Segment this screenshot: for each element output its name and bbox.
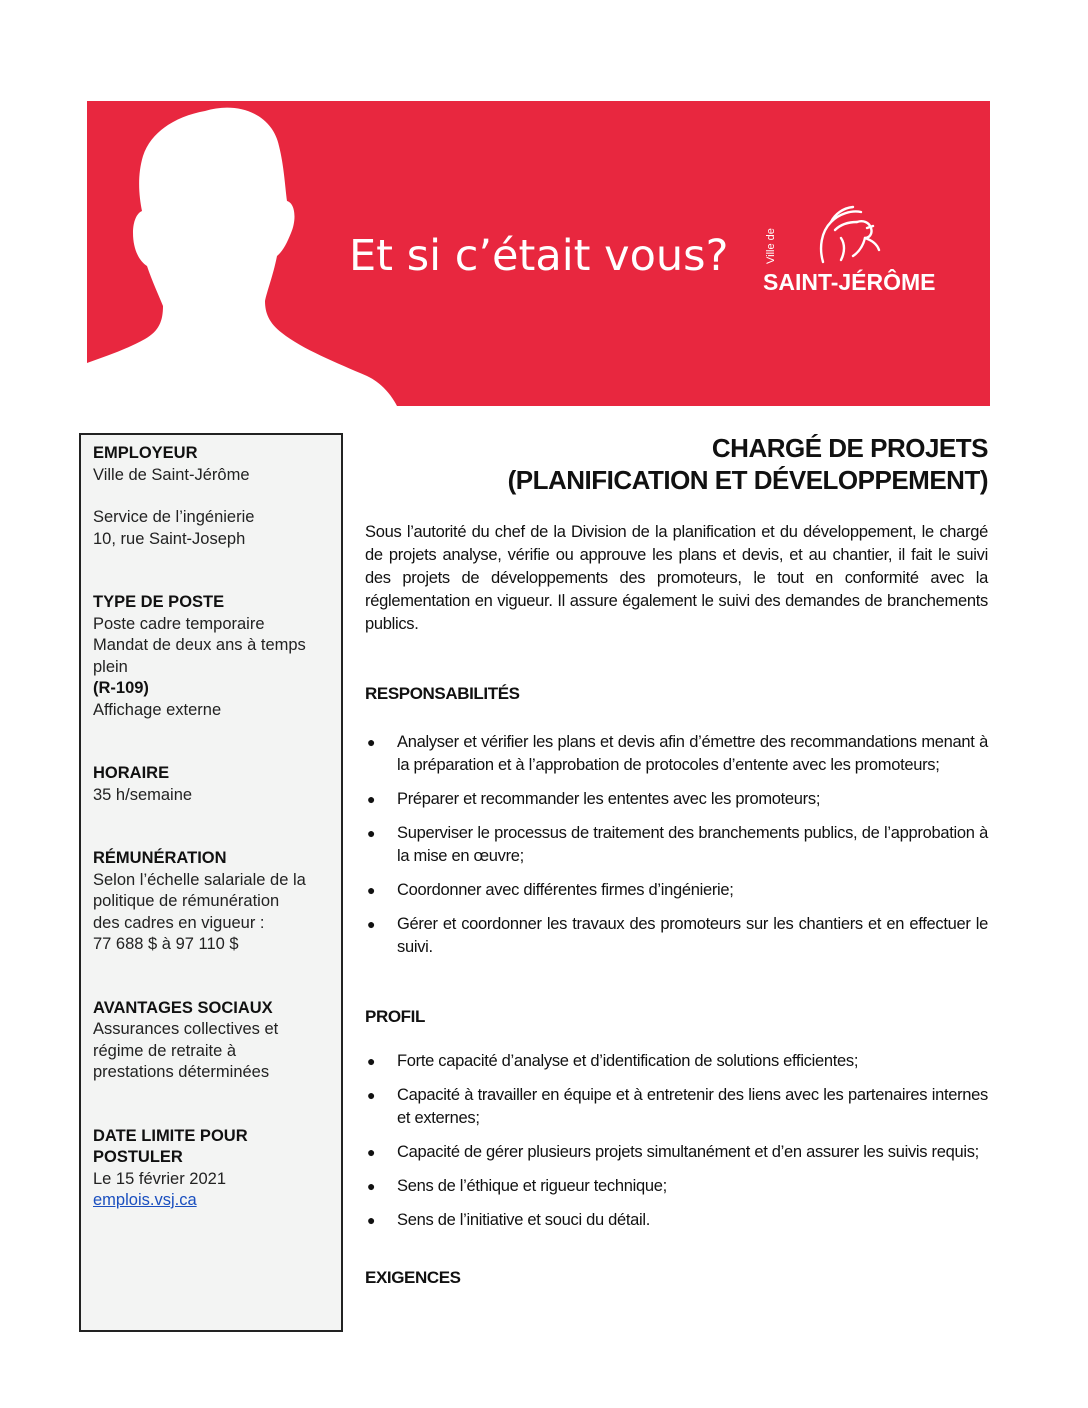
tagline: Et si c’était vous? [349, 231, 729, 281]
employer-address: 10, rue Saint-Joseph [93, 529, 246, 548]
pay-line2: politique de rémunération [93, 892, 280, 910]
benefits-heading: AVANTAGES SOCIAUX [93, 998, 273, 1017]
bullet-icon: ● [367, 882, 376, 898]
pay-range: 77 688 $ à 97 110 $ [93, 935, 239, 953]
posting-code: (R-109) [93, 679, 149, 697]
job-title-line1: CHARGÉ DE PROJETS [711, 433, 988, 463]
list-item: ● Préparer et recommander les ententes avec les promoteurs; [365, 788, 988, 811]
benefits-line3: prestations déterminées [93, 1063, 270, 1081]
deadline-date: Le 15 février 2021 [93, 1169, 227, 1188]
employer-block [93, 443, 341, 550]
schedule-block [93, 763, 341, 806]
bullet-icon: ● [367, 825, 376, 841]
list-item: ● Forte capacité d’analyse et d’identification de solutions efficientes; [365, 1050, 988, 1073]
bullet-icon: ● [367, 1178, 376, 1194]
employer-service: Service de l’ingénierie [93, 508, 255, 526]
list-item: ● Analyser et vérifier les plans et devis afin d’émettre des recommandations menant à la préparation et à l’approbation de protocoles d’entente avec les promoteurs; [367, 733, 988, 774]
pay-line1: Selon l’échelle salariale de la [93, 870, 306, 889]
pay-line3: des cadres en vigueur : [93, 913, 265, 932]
type-line3: plein [93, 657, 128, 676]
header-banner [87, 101, 990, 406]
deadline-heading1: DATE LIMITE POUR [93, 1126, 248, 1145]
bullet-icon: ● [367, 1087, 376, 1103]
employer-name: Ville de Saint-Jérôme [93, 465, 250, 484]
schedule-heading: HORAIRE [93, 764, 170, 782]
list-item: ● Superviser le processus de traitement des branchements publics, de l’approbation à la mise en œuvre; [367, 824, 988, 865]
deadline-block [93, 1126, 341, 1212]
deadline-heading2: POSTULER [93, 1148, 183, 1166]
type-block [93, 592, 341, 721]
schedule-value: 35 h/semaine [93, 785, 193, 804]
logo-small-text: Ville de [765, 228, 777, 264]
profile-heading: PROFIL [365, 1007, 425, 1026]
type-line2: Mandat de deux ans à temps [93, 636, 306, 654]
intro-paragraph: Sous l’autorité du chef de la Division de la planification et du développement, le chargé de projets analyse, vérifie ou approuve les plans et devis, et au chantier, il fait le suivi des projets de développements des promoteurs, le tout en conformité avec la réglementation en vigueur. Il assure également le suivi des demandes de branchements publics. [365, 523, 988, 633]
employer-heading: EMPLOYEUR [93, 444, 198, 462]
benefits-block [93, 998, 341, 1084]
jobs-site-link[interactable]: emplois.vsj.ca [93, 1191, 197, 1209]
responsibilities-list [365, 731, 988, 959]
bullet-icon: ● [367, 916, 376, 932]
requirements-heading: EXIGENCES [365, 1268, 461, 1287]
type-heading: TYPE DE POSTE [93, 593, 225, 611]
benefits-line2: régime de retraite à [93, 1041, 237, 1060]
bullet-icon: ● [367, 734, 376, 750]
list-item: ● Coordonner avec différentes firmes d’ingénierie; [365, 879, 988, 902]
list-item: ● Capacité de gérer plusieurs projets simultanément et d’en assurer les suivis requis; [365, 1141, 988, 1164]
bullet-icon: ● [367, 791, 376, 807]
lion-logo-icon [813, 204, 883, 266]
bullet-icon: ● [367, 1212, 376, 1228]
list-item: ● Capacité à travailler en équipe et à entretenir des liens avec les partenaires internes et externes; [367, 1086, 988, 1127]
list-item: ● Sens de l’éthique et rigueur technique; [365, 1175, 988, 1198]
benefits-line1: Assurances collectives et [93, 1020, 279, 1038]
type-line4: Affichage externe [93, 700, 222, 719]
bullet-icon: ● [367, 1144, 376, 1160]
profile-list [365, 1050, 988, 1232]
list-item: ● Gérer et coordonner les travaux des promoteurs sur les chantiers et en effectuer le suivi. [367, 915, 988, 956]
list-item: ● Sens de l’initiative et souci du détail. [365, 1209, 988, 1232]
logo-city-name: SAINT-JÉRÔME [763, 269, 936, 295]
job-info-sidebar [79, 433, 343, 1332]
pay-block [93, 848, 341, 956]
responsibilities-heading: RESPONSABILITÉS [365, 684, 520, 703]
type-line1: Poste cadre temporaire [93, 614, 265, 633]
job-title [365, 432, 988, 496]
job-description [365, 432, 988, 1288]
pay-heading: RÉMUNÉRATION [93, 849, 227, 867]
bullet-icon: ● [367, 1053, 376, 1069]
job-title-line2: (PLANIFICATION ET DÉVELOPPEMENT) [507, 465, 988, 495]
city-logo [763, 204, 963, 299]
